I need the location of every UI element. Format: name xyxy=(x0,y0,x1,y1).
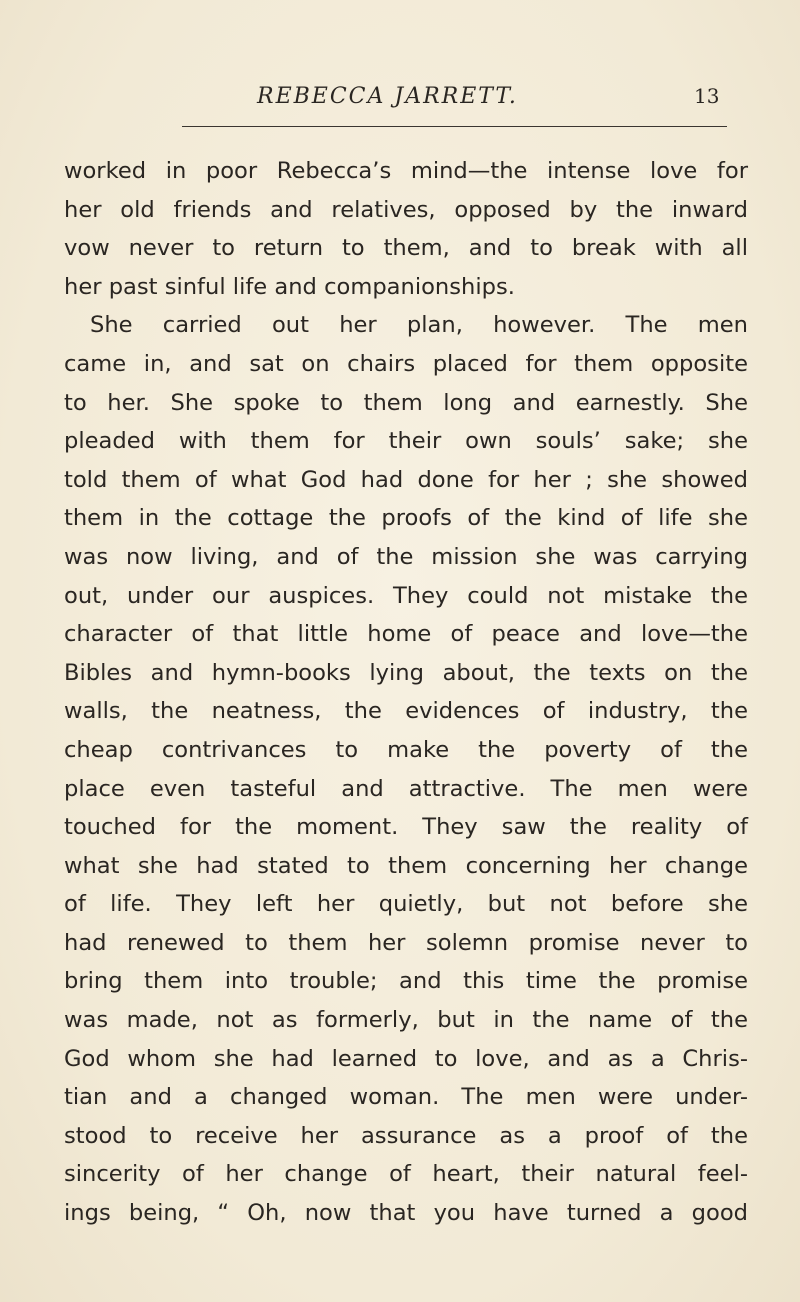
running-head xyxy=(0,84,800,114)
page-number: 13 xyxy=(694,84,720,108)
text-line: ings being, “ Oh, now that you have turned a good xyxy=(64,1200,748,1227)
text-line: her past sinful life and companionships. xyxy=(64,273,515,300)
body-text xyxy=(64,152,748,1233)
text-line: Bibles and hymn-books lying about, the texts on the xyxy=(64,659,748,686)
text-line: out, under our auspices. They could not mistake the xyxy=(64,582,748,609)
text-line: character of that little home of peace and love—the xyxy=(64,621,748,648)
header-rule xyxy=(182,126,727,127)
text-line: walls, the neatness, the evidences of industry, the xyxy=(64,698,748,725)
text-line: tian and a changed woman. The men were under- xyxy=(64,1084,748,1111)
text-line: had renewed to them her solemn promise never to xyxy=(64,929,748,956)
text-line: to her. She spoke to them long and earnestly. She xyxy=(64,389,748,416)
text-line: her old friends and relatives, opposed by the inward xyxy=(64,196,748,223)
text-line: sincerity of her change of heart, their natural feel- xyxy=(64,1161,748,1188)
text-line: them in the cottage the proofs of the kind of life she xyxy=(64,505,748,532)
text-line: She carried out her plan, however. The men xyxy=(90,312,748,339)
text-line: told them of what God had done for her ; she showed xyxy=(64,466,748,493)
text-line: came in, and sat on chairs placed for them opposite xyxy=(64,350,748,377)
text-line: worked in poor Rebecca’s mind—the intense love for xyxy=(64,158,748,184)
text-line: touched for the moment. They saw the reality of xyxy=(64,814,748,841)
text-line: was made, not as formerly, but in the name of the xyxy=(64,1007,748,1034)
text-line: bring them into trouble; and this time the promise xyxy=(64,968,748,995)
text-line: was now living, and of the mission she was carrying xyxy=(64,543,748,570)
text-line: what she had stated to them concerning her change xyxy=(64,852,748,879)
text-line: place even tasteful and attractive. The men were xyxy=(64,775,748,802)
text-line: God whom she had learned to love, and as a Chris- xyxy=(64,1045,748,1072)
text-line: stood to receive her assurance as a proof of the xyxy=(64,1122,748,1149)
running-title: REBECCA JARRETT. xyxy=(257,84,518,109)
text-line: vow never to return to them, and to break with all xyxy=(64,235,748,262)
text-line: of life. They left her quietly, but not before she xyxy=(64,891,748,918)
text-line: cheap contrivances to make the poverty of the xyxy=(64,736,748,763)
text-line: pleaded with them for their own souls’ sake; she xyxy=(64,428,748,455)
